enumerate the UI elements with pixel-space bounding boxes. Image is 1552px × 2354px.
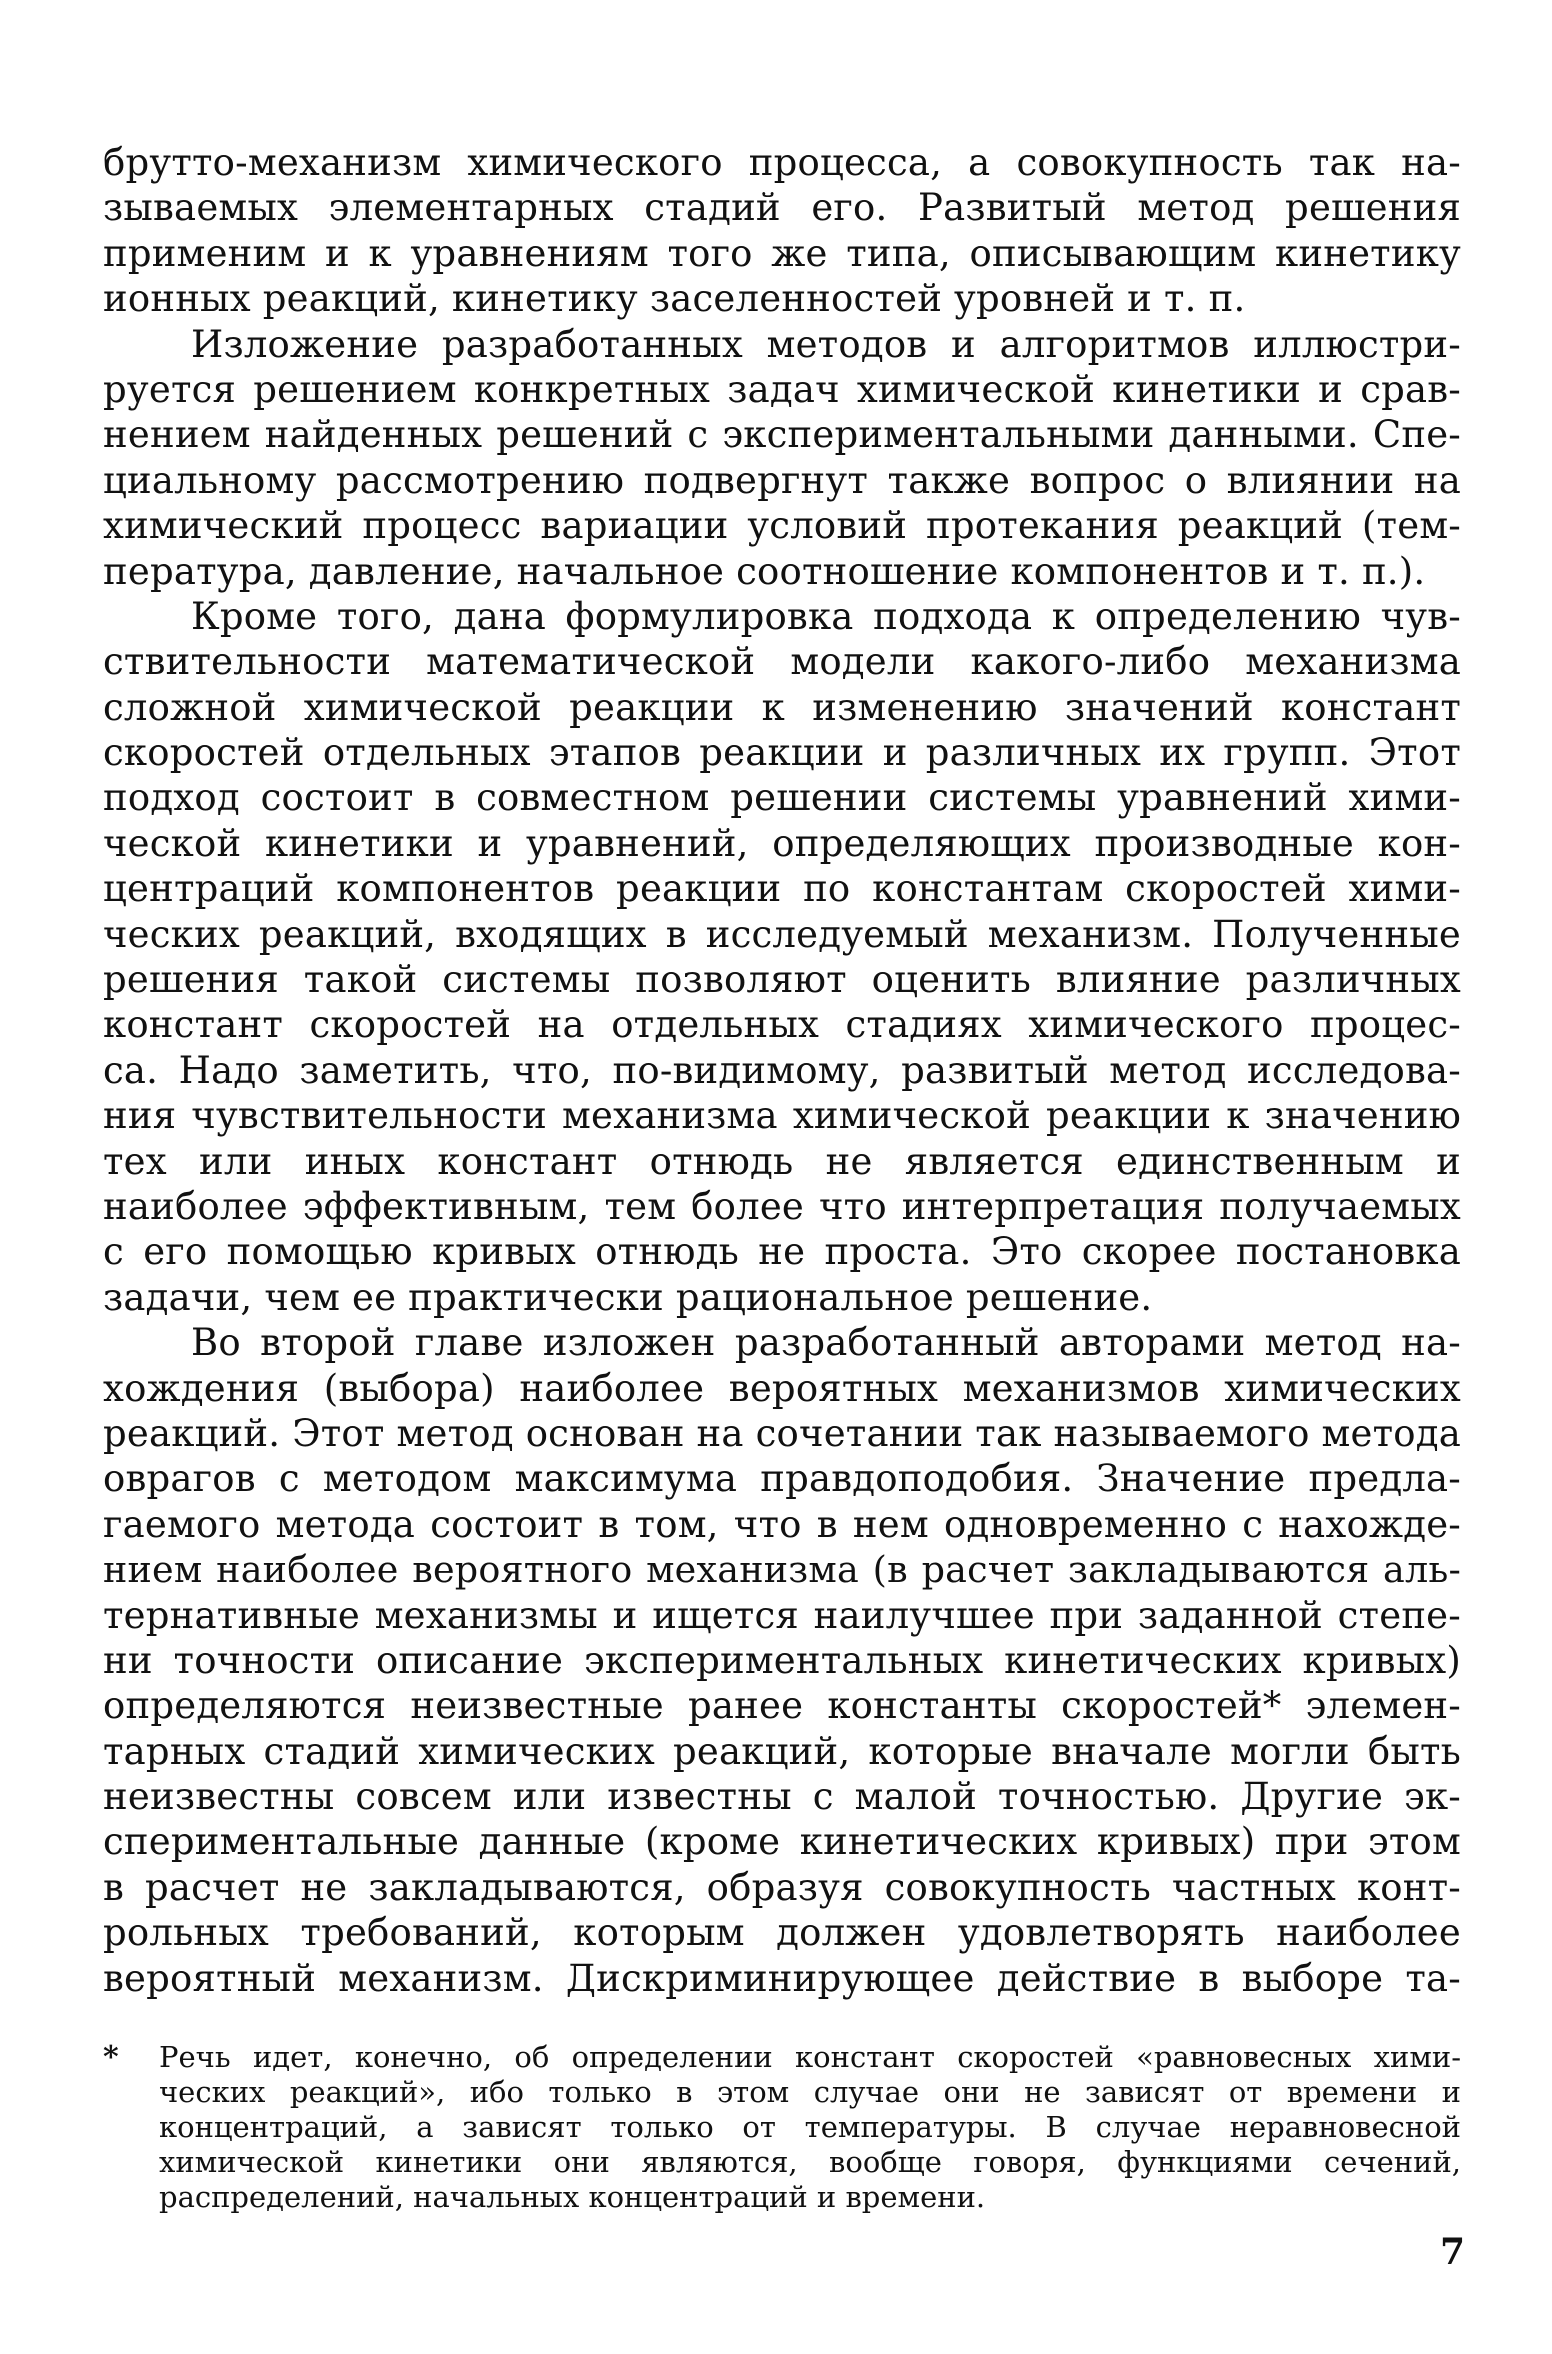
text-line: химический процесс вариации условий протекания реакций (тем- — [103, 504, 1461, 548]
footnote — [103, 2040, 1461, 2215]
footnote-first-line — [103, 2040, 1461, 2075]
footnote-mark: * — [103, 2040, 119, 2075]
text-line: ческих реакций, входящих в исследуемый механизм. Полученные — [103, 912, 1461, 956]
text-line: нением найденных решений с экспериментальными данными. Спе- — [103, 413, 1461, 457]
paragraph — [103, 322, 1461, 594]
text-line: хождения (выбора) наиболее вероятных механизмов химических — [103, 1366, 1461, 1410]
footnote-line: Речь идет, конечно, об определении констант скоростей «равновесных хими- — [159, 2040, 1461, 2074]
text-line: ческой кинетики и уравнений, определяющих производные кон- — [103, 821, 1461, 865]
text-line: вероятный механизм. Дискриминирующее действие в выборе та- — [103, 1956, 1461, 2000]
text-line: тернативные механизмы и ищется наилучшее при заданной степе- — [103, 1593, 1461, 1637]
text-line: Во второй главе изложен разработанный авторами метод на- — [191, 1321, 1461, 1365]
text-line: нием наиболее вероятного механизма (в расчет закладываются аль- — [103, 1548, 1461, 1592]
text-line: ния чувствительности механизма химической реакции к значению — [103, 1094, 1461, 1138]
text-line: центраций компонентов реакции по константам скоростей хими- — [103, 867, 1461, 911]
paragraph — [103, 140, 1461, 322]
main-text — [103, 140, 1461, 2001]
text-line: реакций. Этот метод основан на сочетании так называемого метода — [103, 1411, 1461, 1455]
text-line: ни точности описание экспериментальных кинетических кривых) — [103, 1638, 1461, 1682]
text-line: применим и к уравнениям того же типа, описывающим кинетику — [103, 231, 1461, 275]
text-line: тех или иных констант отнюдь не является единственным и — [103, 1139, 1461, 1183]
paragraph — [103, 594, 1461, 1320]
text-line: подход состоит в совместном решении системы уравнений хими- — [103, 776, 1461, 820]
text-line: скоростей отдельных этапов реакции и различных их групп. Этот — [103, 731, 1461, 775]
text-line: с его помощью кривых отнюдь не проста. Это скорее постановка — [103, 1230, 1461, 1274]
paragraph — [103, 1320, 1461, 2001]
text-line: са. Надо заметить, что, по-видимому, развитый метод исследова- — [103, 1048, 1461, 1092]
text-line: определяются неизвестные ранее константы скоростей* элемен- — [103, 1684, 1461, 1728]
footnote-line: ческих реакций», ибо только в этом случае они не зависят от времени и — [159, 2075, 1461, 2109]
text-line: решения такой системы позволяют оценить влияние различных — [103, 958, 1461, 1002]
text-line: констант скоростей на отдельных стадиях химического процес- — [103, 1003, 1461, 1047]
footnote-line: распределений, начальных концентраций и времени. — [159, 2180, 986, 2214]
footnote-line: концентраций, а зависят только от температуры. В случае неравновесной — [159, 2110, 1461, 2144]
footnote-line: химической кинетики они являются, вообще говоря, функциями сечений, — [159, 2145, 1461, 2179]
text-line: неизвестны совсем или известны с малой точностью. Другие эк- — [103, 1775, 1461, 1819]
text-line: спериментальные данные (кроме кинетических кривых) при этом — [103, 1820, 1461, 1864]
text-line: наиболее эффективным, тем более что интерпретация получаемых — [103, 1184, 1461, 1228]
text-line: в расчет не закладываются, образуя совокупность частных конт- — [103, 1865, 1461, 1909]
text-line: гаемого метода состоит в том, что в нем одновременно с нахожде- — [103, 1502, 1461, 1546]
text-line: оврагов с методом максимума правдоподобия. Значение предла- — [103, 1457, 1461, 1501]
page-number: 7 — [1440, 2231, 1466, 2273]
text-line: зываемых элементарных стадий его. Развитый метод решения — [103, 186, 1461, 230]
text-line: задачи, чем ее практически рациональное решение. — [103, 1275, 1153, 1319]
text-line: ионных реакций, кинетику заселенностей уровней и т. п. — [103, 277, 1246, 321]
text-line: циальному рассмотрению подвергнут также вопрос о влиянии на — [103, 458, 1461, 502]
text-line: сложной химической реакции к изменению значений констант — [103, 685, 1461, 729]
text-line: рольных требований, которым должен удовлетворять наиболее — [103, 1911, 1461, 1955]
text-line: пература, давление, начальное соотношение компонентов и т. п.). — [103, 549, 1426, 593]
text-line: Кроме того, дана формулировка подхода к определению чув- — [191, 594, 1461, 638]
text-line: брутто-механизм химического процесса, а совокупность так на- — [103, 141, 1461, 184]
text-line: ствительности математической модели какого-либо механизма — [103, 640, 1461, 684]
text-line: руется решением конкретных задач химической кинетики и срав- — [103, 367, 1461, 411]
text-line: Изложение разработанных методов и алгоритмов иллюстри- — [191, 322, 1461, 366]
text-line: тарных стадий химических реакций, которые вначале могли быть — [103, 1729, 1461, 1773]
